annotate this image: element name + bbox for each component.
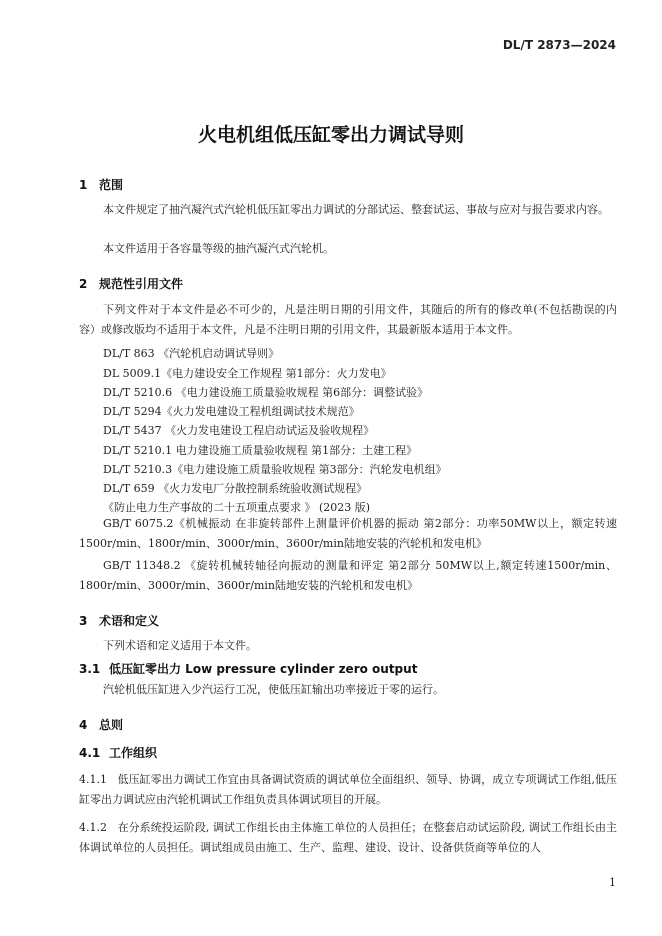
clause-4-1-1 <box>79 770 617 810</box>
clause-number: 4.1.1 <box>79 773 107 786</box>
reference-item: DL/T 659 《火力发电厂分散控制系统验收测试规程》 <box>103 482 368 495</box>
clause-number: 4.1.2 <box>79 821 107 834</box>
term-definition: 汽轮机低压缸进入少汽运行工况，使低压缸输出功率接近于零的运行。 <box>103 683 444 696</box>
section-4-heading <box>79 716 123 733</box>
section-title: 范围 <box>99 178 124 192</box>
term-title: 低压缸零出力 Low pressure cylinder zero output <box>109 662 418 676</box>
reference-item: GB/T 11348.2 《旋转机械转轴径向振动的测量和评定 第2部分 50MW以上,额定转速1500r/min、1800r/min、3000r/min、3600r/min陆地安装的汽轮机和发电机》 <box>79 559 617 592</box>
page-number: 1 <box>609 876 616 889</box>
reference-item: GB/T 6075.2《机械振动 在非旋转部件上测量评价机器的振动 第2部分：功率50MW以上，额定转速1500r/min、1800r/min、3000r/min、3600r/min陆地安装的汽轮机和发电机》 <box>79 517 617 550</box>
reference-item: DL/T 5437 《火力发电建设工程启动试运及验收规程》 <box>103 424 375 437</box>
paragraph: 本文件适用于各容量等级的抽汽凝汽式汽轮机。 <box>103 242 334 255</box>
section-title: 总则 <box>99 718 124 732</box>
reference-item: DL/T 5210.3《电力建设施工质量验收规程 第3部分：汽轮发电机组》 <box>103 463 447 476</box>
section-title: 术语和定义 <box>99 614 160 628</box>
reference-item: DL/T 5210.1 电力建设施工质量验收规程 第1部分：土建工程》 <box>103 444 418 457</box>
section-3-heading <box>79 612 159 629</box>
clause-4-1-2 <box>79 818 617 858</box>
reference-item: DL/T 863 《汽轮机启动调试导则》 <box>103 347 280 360</box>
section-number: 1 <box>79 178 88 192</box>
clause-text: 在分系统投运阶段, 调试工作组长由主体施工单位的人员担任；在整套启动试运阶段, 调试工作组长由主体调试单位的人员担任。调试组成员由施工、生产、监理、建设、设计、设备供货商等单位的人 <box>79 821 617 854</box>
section-number: 4 <box>79 718 88 732</box>
section-number: 3 <box>79 614 88 628</box>
reference-item: DL/T 5294《火力发电建设工程机组调试技术规范》 <box>103 405 360 418</box>
term-number: 3.1 <box>79 662 101 676</box>
subsection-heading <box>79 744 157 761</box>
paragraph: 下列术语和定义适用于本文件。 <box>103 639 257 652</box>
section-title: 规范性引用文件 <box>99 277 184 291</box>
reference-item: 《防止电力生产事故的二十五项重点要求 》 (2023 版) <box>103 501 371 514</box>
subsection-number: 4.1 <box>79 746 101 760</box>
subsection-title: 工作组织 <box>109 746 158 760</box>
term-heading <box>79 660 417 677</box>
reference-item: DL 5009.1《电力建设安全工作规程 第1部分：火力发电》 <box>103 367 392 380</box>
paragraph: 本文件规定了抽汽凝汽式汽轮机低压缸零出力调试的分部试运、整套试运、事故与应对与报告要求内容。 <box>103 203 609 216</box>
doc-number: DL/T 2873—2024 <box>502 38 616 52</box>
section-1-heading <box>79 176 123 193</box>
section-number: 2 <box>79 277 88 291</box>
clause-text: 低压缸零出力调试工作宜由具备调试资质的调试单位全面组织、领导、协调，成立专项调试工作组,低压缸零出力调试应由汽轮机调试工作组负责具体调试项目的开展。 <box>79 773 617 806</box>
paragraph: 下列文件对于本文件是必不可少的，凡是注明日期的引用文件，其随后的所有的修改单(不包括勘误的内容）或修改版均不适用于本文件，凡是不注明日期的引用文件，其最新版本适用于本文件。 <box>79 303 617 336</box>
section-2-heading <box>79 275 183 292</box>
page-title: 火电机组低压缸零出力调试导则 <box>197 124 464 146</box>
reference-item: DL/T 5210.6 《电力建设施工质量验收规程 第6部分：调整试验》 <box>103 386 429 399</box>
